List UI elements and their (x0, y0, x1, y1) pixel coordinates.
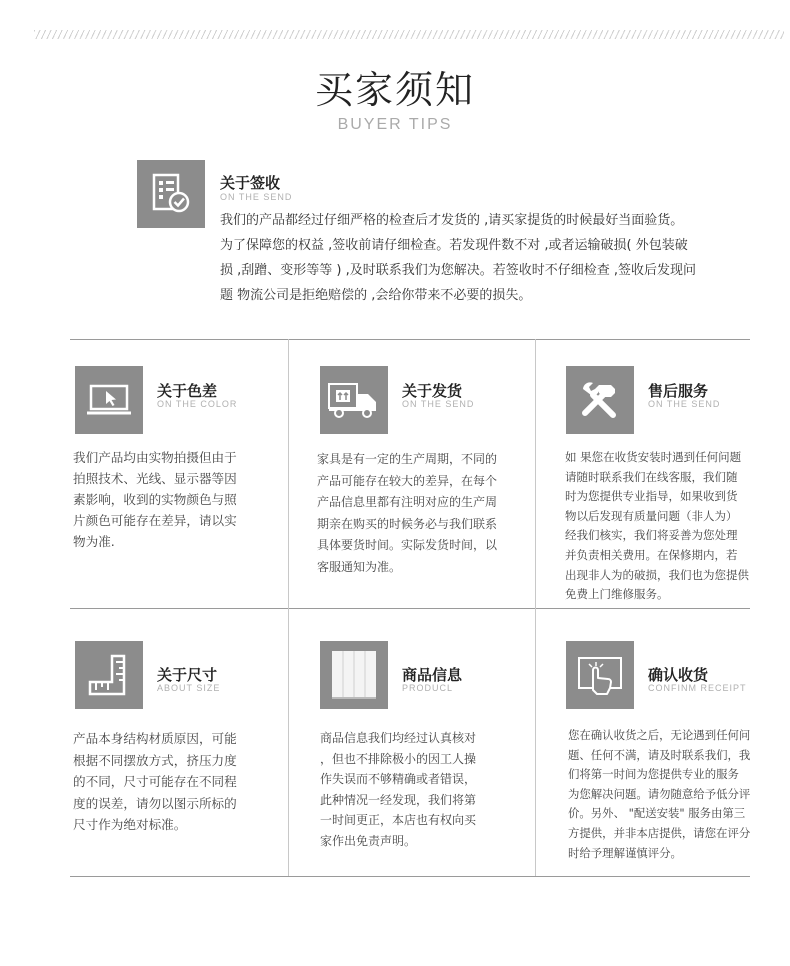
receive-subtitle: ON THE SEND (220, 192, 293, 202)
receive-text (220, 208, 696, 308)
card-line: 请随时联系我们在线客服，我们随 (565, 469, 738, 484)
card-aftersales-subtitle: ON THE SEND (648, 399, 721, 409)
hand-touch-icon (566, 641, 634, 709)
ruler-icon (75, 641, 143, 709)
card-line: 出现非人为的破损，我们也为您提供 (565, 567, 749, 582)
decorative-hatch-divider (34, 30, 784, 39)
card-line: 的不同，尺寸可能存在不同程 (73, 774, 237, 789)
grid-divider-top (70, 339, 750, 340)
card-line: 物以后发现有质量问题（非人为） (565, 508, 738, 523)
card-line: 期亲在购买的时候务必与我们联系 (317, 516, 498, 531)
receive-line: 题 物流公司是拒绝赔偿的 ,会给你带来不必要的损失。 (220, 288, 532, 303)
card-line: 商品信息我们均经过认真核对 (320, 731, 477, 745)
card-line: 并负责相关费用。在保修期内，若 (565, 547, 738, 562)
card-line: 们将第一时间为您提供专业的服务 (568, 767, 739, 782)
card-line: 物为准. (73, 534, 115, 549)
receive-title: 关于签收 (220, 174, 281, 192)
card-line: 客服通知为准。 (317, 559, 402, 574)
card-line: 价。另外、 "配送安装" 服务由第三 (568, 806, 746, 821)
card-line: 经我们核实，我们将妥善为您处理 (565, 528, 738, 543)
grid-divider-vertical-1 (288, 339, 289, 876)
receive-line: 我们的产品都经过仔细严格的检查后才发货的 ,请买家提货的时候最好当面验货。 (220, 213, 684, 228)
card-line: 我们产品均由实物拍摄但由于 (73, 450, 237, 465)
delivery-truck-icon (320, 366, 388, 434)
card-line: ，但也不排除极小的因工人操 (320, 751, 477, 766)
card-line: 素影响，收到的实物颜色与照 (73, 492, 237, 507)
card-line: 尺寸作为绝对标准。 (73, 817, 187, 832)
card-size-text (73, 728, 237, 836)
card-aftersales-title: 售后服务 (648, 382, 709, 400)
card-color-text (73, 447, 237, 552)
card-size-subtitle: ABOUT SIZE (157, 683, 221, 693)
receive-line: 为了保障您的权益 ,签收前请仔细检查。若发现件数不对 ,或者运输破损( 外包装破 (220, 238, 688, 253)
grid-divider-bottom (70, 876, 750, 877)
card-line: 如 果您在收货安装时遇到任何问题 (565, 450, 742, 464)
card-line: 方提供，并非本店提供，请您在评分 (568, 825, 751, 840)
card-aftersales-text (565, 448, 749, 605)
card-confirm-subtitle: CONFINM RECEIPT (648, 683, 747, 693)
card-line: 产品可能存在较大的差异，在每个 (317, 473, 498, 488)
card-shipping-subtitle: ON THE SEND (402, 399, 475, 409)
page-title: 买家须知 (314, 68, 475, 112)
card-product-subtitle: PRODUCL (402, 683, 454, 693)
card-color-title: 关于色差 (157, 382, 218, 400)
card-line: 您在确认收货之后，无论遇到任何问 (568, 728, 751, 742)
card-confirm-title: 确认收货 (648, 666, 709, 684)
card-line: 产品本身结构材质原因，可能 (73, 731, 237, 746)
product-image-icon (320, 641, 388, 709)
tools-icon (566, 366, 634, 434)
card-line: 拍照技术、光线、显示器等因 (73, 471, 237, 486)
card-confirm-text (568, 726, 750, 863)
card-line: 作失误而不够精确或者错误， (320, 772, 477, 786)
card-line: 时为您提供专业指导，如果收到货 (565, 489, 738, 504)
card-line: 此种情况一经发现，我们将第 (320, 792, 477, 807)
card-line: 题、任何不满，请及时联系我们，我 (568, 747, 751, 762)
card-line: 一时间更正，本店也有权向买 (320, 813, 477, 827)
card-product-text (320, 728, 476, 851)
card-line: 家作出免责声明。 (320, 833, 417, 848)
card-line: 片颜色可能存在差异，请以实 (73, 513, 237, 528)
card-line: 度的误差，请勿以图示所标的 (73, 795, 237, 811)
grid-divider-vertical-2 (535, 339, 536, 876)
card-color-subtitle: ON THE COLOR (157, 399, 238, 409)
monitor-cursor-icon (75, 366, 143, 434)
card-line: 免费上门维修服务。 (565, 587, 669, 602)
card-shipping-text (317, 449, 497, 578)
card-line: 时给予理解谨慎评分。 (568, 845, 682, 860)
card-line: 产品信息里都有注明对应的生产周 (317, 495, 498, 509)
grid-divider-middle (70, 608, 750, 609)
card-line: 家具是有一定的生产周期，不同的 (317, 452, 498, 466)
receipt-check-icon (137, 160, 205, 228)
card-shipping-title: 关于发货 (402, 382, 463, 400)
card-size-title: 关于尺寸 (157, 666, 218, 684)
card-line: 根据不同摆放方式，挤压力度 (73, 752, 237, 768)
card-product-title: 商品信息 (402, 666, 463, 684)
card-line: 为您解决问题。请勿随意给予低分评 (568, 786, 751, 801)
receive-line: 损 ,刮蹭、变形等等 ) ,及时联系我们为您解决。若签收时不仔细检查 ,签收后发现问 (220, 263, 696, 278)
page-subtitle: BUYER TIPS (337, 116, 453, 133)
card-line: 具体要货时间。实际发货时间，以 (317, 538, 498, 552)
